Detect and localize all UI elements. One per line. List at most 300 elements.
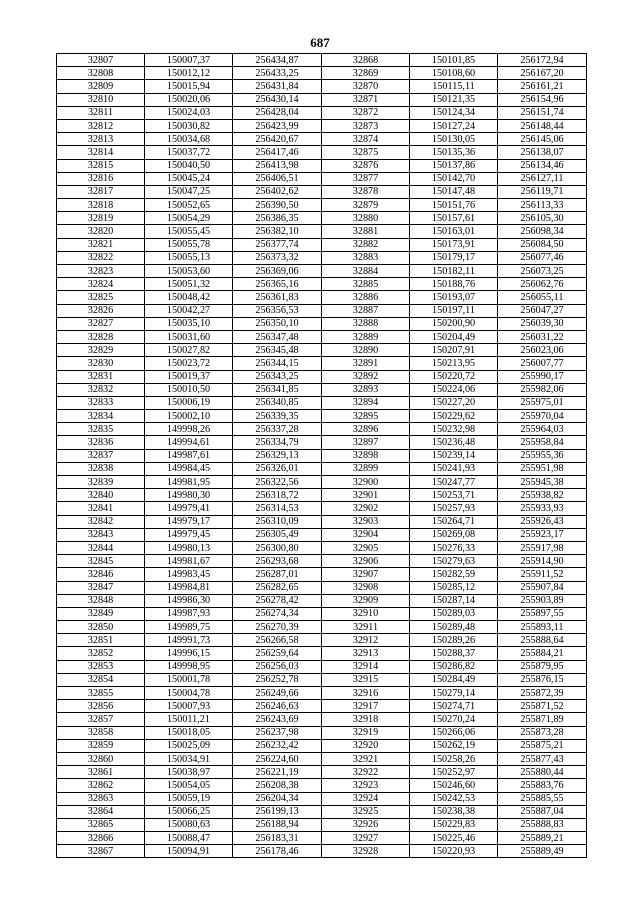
table-row <box>57 752 587 765</box>
x-coordinate-cell: 150182,11 <box>410 265 498 278</box>
x-coordinate-cell: 150034,68 <box>145 133 233 146</box>
point-number-cell: 32847 <box>57 581 145 594</box>
y-coordinate-cell: 255907,84 <box>498 581 587 594</box>
point-number-cell: 32883 <box>322 251 410 264</box>
point-number-cell: 32810 <box>57 93 145 106</box>
table-row <box>57 700 587 713</box>
y-coordinate-cell: 255926,43 <box>498 515 587 528</box>
x-coordinate-cell: 150011,21 <box>145 713 233 726</box>
y-coordinate-cell: 256077,46 <box>498 251 587 264</box>
point-number-cell: 32836 <box>57 436 145 449</box>
y-coordinate-cell: 255889,21 <box>498 832 587 845</box>
x-coordinate-cell: 150130,05 <box>410 133 498 146</box>
y-coordinate-cell: 256434,87 <box>233 54 322 67</box>
y-coordinate-cell: 255884,21 <box>498 647 587 660</box>
y-coordinate-cell: 256361,83 <box>233 291 322 304</box>
table-row <box>57 818 587 831</box>
point-number-cell: 32904 <box>322 528 410 541</box>
y-coordinate-cell: 256305,49 <box>233 528 322 541</box>
x-coordinate-cell: 150286,82 <box>410 660 498 673</box>
y-coordinate-cell: 256031,22 <box>498 330 587 343</box>
x-coordinate-cell: 150229,62 <box>410 410 498 423</box>
table-row <box>57 568 587 581</box>
table-row <box>57 634 587 647</box>
point-number-cell: 32924 <box>322 792 410 805</box>
point-number-cell: 32850 <box>57 621 145 634</box>
y-coordinate-cell: 255951,98 <box>498 462 587 475</box>
x-coordinate-cell: 150220,72 <box>410 370 498 383</box>
x-coordinate-cell: 150207,91 <box>410 344 498 357</box>
point-number-cell: 32882 <box>322 238 410 251</box>
y-coordinate-cell: 256073,25 <box>498 265 587 278</box>
table-row <box>57 278 587 291</box>
y-coordinate-cell: 256161,21 <box>498 80 587 93</box>
x-coordinate-cell: 149980,30 <box>145 489 233 502</box>
table-row <box>57 212 587 225</box>
x-coordinate-cell: 149987,93 <box>145 607 233 620</box>
point-number-cell: 32827 <box>57 317 145 330</box>
y-coordinate-cell: 256167,20 <box>498 67 587 80</box>
point-number-cell: 32925 <box>322 805 410 818</box>
point-number-cell: 32828 <box>57 330 145 343</box>
x-coordinate-cell: 150239,14 <box>410 449 498 462</box>
point-number-cell: 32817 <box>57 185 145 198</box>
y-coordinate-cell: 255887,04 <box>498 805 587 818</box>
y-coordinate-cell: 256382,10 <box>233 225 322 238</box>
y-coordinate-cell: 256274,34 <box>233 607 322 620</box>
x-coordinate-cell: 149979,17 <box>145 515 233 528</box>
y-coordinate-cell: 256318,72 <box>233 489 322 502</box>
y-coordinate-cell: 256406,51 <box>233 172 322 185</box>
y-coordinate-cell: 255975,01 <box>498 396 587 409</box>
y-coordinate-cell: 256145,06 <box>498 133 587 146</box>
x-coordinate-cell: 150023,72 <box>145 357 233 370</box>
y-coordinate-cell: 255964,03 <box>498 423 587 436</box>
y-coordinate-cell: 256151,74 <box>498 106 587 119</box>
x-coordinate-cell: 150151,76 <box>410 199 498 212</box>
x-coordinate-cell: 150289,48 <box>410 621 498 634</box>
y-coordinate-cell: 255955,36 <box>498 449 587 462</box>
point-number-cell: 32834 <box>57 410 145 423</box>
y-coordinate-cell: 256199,13 <box>233 805 322 818</box>
point-number-cell: 32824 <box>57 278 145 291</box>
point-number-cell: 32895 <box>322 410 410 423</box>
x-coordinate-cell: 150188,76 <box>410 278 498 291</box>
point-number-cell: 32837 <box>57 449 145 462</box>
y-coordinate-cell: 256243,69 <box>233 713 322 726</box>
point-number-cell: 32871 <box>322 93 410 106</box>
point-number-cell: 32819 <box>57 212 145 225</box>
x-coordinate-cell: 150007,37 <box>145 54 233 67</box>
table-row <box>57 159 587 172</box>
point-number-cell: 32852 <box>57 647 145 660</box>
y-coordinate-cell: 256369,06 <box>233 265 322 278</box>
point-number-cell: 32841 <box>57 502 145 515</box>
x-coordinate-cell: 150227,20 <box>410 396 498 409</box>
point-number-cell: 32823 <box>57 265 145 278</box>
x-coordinate-cell: 150121,35 <box>410 93 498 106</box>
point-number-cell: 32912 <box>322 634 410 647</box>
point-number-cell: 32857 <box>57 713 145 726</box>
table-row <box>57 779 587 792</box>
x-coordinate-cell: 149998,26 <box>145 423 233 436</box>
x-coordinate-cell: 149981,67 <box>145 555 233 568</box>
table-row <box>57 673 587 686</box>
point-number-cell: 32926 <box>322 818 410 831</box>
y-coordinate-cell: 255876,15 <box>498 673 587 686</box>
x-coordinate-cell: 150279,63 <box>410 555 498 568</box>
point-number-cell: 32860 <box>57 752 145 765</box>
x-coordinate-cell: 150252,97 <box>410 766 498 779</box>
point-number-cell: 32887 <box>322 304 410 317</box>
x-coordinate-cell: 150019,37 <box>145 370 233 383</box>
point-number-cell: 32885 <box>322 278 410 291</box>
y-coordinate-cell: 255872,39 <box>498 687 587 700</box>
y-coordinate-cell: 255970,04 <box>498 410 587 423</box>
point-number-cell: 32865 <box>57 818 145 831</box>
y-coordinate-cell: 255911,52 <box>498 568 587 581</box>
point-number-cell: 32822 <box>57 251 145 264</box>
point-number-cell: 32842 <box>57 515 145 528</box>
point-number-cell: 32830 <box>57 357 145 370</box>
x-coordinate-cell: 150232,98 <box>410 423 498 436</box>
x-coordinate-cell: 150037,72 <box>145 146 233 159</box>
table-row <box>57 528 587 541</box>
x-coordinate-cell: 150269,08 <box>410 528 498 541</box>
y-coordinate-cell: 256282,65 <box>233 581 322 594</box>
y-coordinate-cell: 255938,82 <box>498 489 587 502</box>
y-coordinate-cell: 256310,09 <box>233 515 322 528</box>
point-number-cell: 32891 <box>322 357 410 370</box>
point-number-cell: 32875 <box>322 146 410 159</box>
y-coordinate-cell: 256154,96 <box>498 93 587 106</box>
point-number-cell: 32919 <box>322 726 410 739</box>
y-coordinate-cell: 256344,15 <box>233 357 322 370</box>
x-coordinate-cell: 150101,85 <box>410 54 498 67</box>
y-coordinate-cell: 256148,44 <box>498 119 587 132</box>
x-coordinate-cell: 150047,25 <box>145 185 233 198</box>
y-coordinate-cell: 255897,55 <box>498 607 587 620</box>
y-coordinate-cell: 256259,64 <box>233 647 322 660</box>
y-coordinate-cell: 256300,80 <box>233 541 322 554</box>
x-coordinate-cell: 150048,42 <box>145 291 233 304</box>
point-number-cell: 32846 <box>57 568 145 581</box>
y-coordinate-cell: 255990,17 <box>498 370 587 383</box>
x-coordinate-cell: 150257,93 <box>410 502 498 515</box>
point-number-cell: 32821 <box>57 238 145 251</box>
table-row <box>57 647 587 660</box>
x-coordinate-cell: 150193,07 <box>410 291 498 304</box>
y-coordinate-cell: 256390,50 <box>233 199 322 212</box>
x-coordinate-cell: 150229,83 <box>410 818 498 831</box>
y-coordinate-cell: 256343,25 <box>233 370 322 383</box>
y-coordinate-cell: 256350,10 <box>233 317 322 330</box>
x-coordinate-cell: 150038,97 <box>145 766 233 779</box>
y-coordinate-cell: 256431,84 <box>233 80 322 93</box>
x-coordinate-cell: 150042,27 <box>145 304 233 317</box>
x-coordinate-cell: 150179,17 <box>410 251 498 264</box>
x-coordinate-cell: 150246,60 <box>410 779 498 792</box>
point-number-cell: 32893 <box>322 383 410 396</box>
y-coordinate-cell: 255875,21 <box>498 739 587 752</box>
y-coordinate-cell: 255923,17 <box>498 528 587 541</box>
x-coordinate-cell: 150266,06 <box>410 726 498 739</box>
table-row <box>57 449 587 462</box>
x-coordinate-cell: 150004,78 <box>145 687 233 700</box>
point-number-cell: 32900 <box>322 476 410 489</box>
point-number-cell: 32890 <box>322 344 410 357</box>
x-coordinate-cell: 150034,91 <box>145 752 233 765</box>
x-coordinate-cell: 149994,61 <box>145 436 233 449</box>
x-coordinate-cell: 149998,95 <box>145 660 233 673</box>
y-coordinate-cell: 256373,32 <box>233 251 322 264</box>
point-number-cell: 32898 <box>322 449 410 462</box>
point-number-cell: 32916 <box>322 687 410 700</box>
y-coordinate-cell: 256345,48 <box>233 344 322 357</box>
x-coordinate-cell: 150045,24 <box>145 172 233 185</box>
table-row <box>57 845 587 858</box>
y-coordinate-cell: 255982,06 <box>498 383 587 396</box>
table-row <box>57 304 587 317</box>
table-row <box>57 317 587 330</box>
table-row <box>57 581 587 594</box>
table-row <box>57 225 587 238</box>
x-coordinate-cell: 150031,60 <box>145 330 233 343</box>
point-number-cell: 32825 <box>57 291 145 304</box>
x-coordinate-cell: 150241,93 <box>410 462 498 475</box>
x-coordinate-cell: 150225,46 <box>410 832 498 845</box>
y-coordinate-cell: 256134,46 <box>498 159 587 172</box>
y-coordinate-cell: 256007,77 <box>498 357 587 370</box>
point-number-cell: 32914 <box>322 660 410 673</box>
y-coordinate-cell: 256386,35 <box>233 212 322 225</box>
x-coordinate-cell: 150115,11 <box>410 80 498 93</box>
y-coordinate-cell: 255871,52 <box>498 700 587 713</box>
table-row <box>57 423 587 436</box>
point-number-cell: 32877 <box>322 172 410 185</box>
point-number-cell: 32906 <box>322 555 410 568</box>
point-number-cell: 32843 <box>57 528 145 541</box>
point-number-cell: 32862 <box>57 779 145 792</box>
table-row <box>57 621 587 634</box>
y-coordinate-cell: 256055,11 <box>498 291 587 304</box>
point-number-cell: 32921 <box>322 752 410 765</box>
x-coordinate-cell: 150025,09 <box>145 739 233 752</box>
y-coordinate-cell: 256428,04 <box>233 106 322 119</box>
y-coordinate-cell: 256334,79 <box>233 436 322 449</box>
table-row <box>57 172 587 185</box>
point-number-cell: 32853 <box>57 660 145 673</box>
point-number-cell: 32908 <box>322 581 410 594</box>
table-row <box>57 370 587 383</box>
point-number-cell: 32858 <box>57 726 145 739</box>
table-row <box>57 67 587 80</box>
x-coordinate-cell: 150055,78 <box>145 238 233 251</box>
point-number-cell: 32839 <box>57 476 145 489</box>
x-coordinate-cell: 150027,82 <box>145 344 233 357</box>
y-coordinate-cell: 256340,85 <box>233 396 322 409</box>
x-coordinate-cell: 150137,86 <box>410 159 498 172</box>
y-coordinate-cell: 256402,62 <box>233 185 322 198</box>
y-coordinate-cell: 256430,14 <box>233 93 322 106</box>
point-number-cell: 32818 <box>57 199 145 212</box>
x-coordinate-cell: 150054,05 <box>145 779 233 792</box>
y-coordinate-cell: 256188,94 <box>233 818 322 831</box>
x-coordinate-cell: 149980,13 <box>145 541 233 554</box>
point-number-cell: 32901 <box>322 489 410 502</box>
table-row <box>57 133 587 146</box>
x-coordinate-cell: 150289,26 <box>410 634 498 647</box>
y-coordinate-cell: 256314,53 <box>233 502 322 515</box>
point-number-cell: 32859 <box>57 739 145 752</box>
y-coordinate-cell: 256341,85 <box>233 383 322 396</box>
x-coordinate-cell: 150236,48 <box>410 436 498 449</box>
x-coordinate-cell: 149987,61 <box>145 449 233 462</box>
point-number-cell: 32897 <box>322 436 410 449</box>
y-coordinate-cell: 256221,19 <box>233 766 322 779</box>
point-number-cell: 32902 <box>322 502 410 515</box>
x-coordinate-cell: 150018,05 <box>145 726 233 739</box>
table-row <box>57 146 587 159</box>
x-coordinate-cell: 149996,15 <box>145 647 233 660</box>
table-row <box>57 357 587 370</box>
x-coordinate-cell: 150055,45 <box>145 225 233 238</box>
x-coordinate-cell: 150124,34 <box>410 106 498 119</box>
y-coordinate-cell: 255883,76 <box>498 779 587 792</box>
y-coordinate-cell: 256127,11 <box>498 172 587 185</box>
table-row <box>57 502 587 515</box>
y-coordinate-cell: 256413,98 <box>233 159 322 172</box>
y-coordinate-cell: 255873,28 <box>498 726 587 739</box>
point-number-cell: 32884 <box>322 265 410 278</box>
point-number-cell: 32816 <box>57 172 145 185</box>
y-coordinate-cell: 256178,46 <box>233 845 322 858</box>
point-number-cell: 32832 <box>57 383 145 396</box>
x-coordinate-cell: 150051,32 <box>145 278 233 291</box>
x-coordinate-cell: 150052,65 <box>145 199 233 212</box>
x-coordinate-cell: 150200,90 <box>410 317 498 330</box>
table-row <box>57 185 587 198</box>
table-row <box>57 805 587 818</box>
y-coordinate-cell: 255889,49 <box>498 845 587 858</box>
x-coordinate-cell: 150053,60 <box>145 265 233 278</box>
point-number-cell: 32881 <box>322 225 410 238</box>
point-number-cell: 32909 <box>322 594 410 607</box>
x-coordinate-cell: 150220,93 <box>410 845 498 858</box>
point-number-cell: 32826 <box>57 304 145 317</box>
point-number-cell: 32878 <box>322 185 410 198</box>
x-coordinate-cell: 150010,50 <box>145 383 233 396</box>
table-row <box>57 330 587 343</box>
x-coordinate-cell: 150288,37 <box>410 647 498 660</box>
table-row <box>57 607 587 620</box>
point-number-cell: 32854 <box>57 673 145 686</box>
x-coordinate-cell: 150287,14 <box>410 594 498 607</box>
table-row <box>57 80 587 93</box>
x-coordinate-cell: 150253,71 <box>410 489 498 502</box>
point-number-cell: 32831 <box>57 370 145 383</box>
x-coordinate-cell: 150285,12 <box>410 581 498 594</box>
point-number-cell: 32879 <box>322 199 410 212</box>
point-number-cell: 32873 <box>322 119 410 132</box>
x-coordinate-cell: 150157,61 <box>410 212 498 225</box>
point-number-cell: 32868 <box>322 54 410 67</box>
x-coordinate-cell: 150055,13 <box>145 251 233 264</box>
y-coordinate-cell: 255914,90 <box>498 555 587 568</box>
x-coordinate-cell: 150088,47 <box>145 832 233 845</box>
y-coordinate-cell: 256237,98 <box>233 726 322 739</box>
x-coordinate-cell: 150135,36 <box>410 146 498 159</box>
point-number-cell: 32829 <box>57 344 145 357</box>
table-row <box>57 199 587 212</box>
x-coordinate-cell: 150238,38 <box>410 805 498 818</box>
table-row <box>57 265 587 278</box>
y-coordinate-cell: 256365,16 <box>233 278 322 291</box>
table-row <box>57 489 587 502</box>
table-row <box>57 832 587 845</box>
table-row <box>57 713 587 726</box>
y-coordinate-cell: 255871,89 <box>498 713 587 726</box>
x-coordinate-cell: 149984,45 <box>145 462 233 475</box>
y-coordinate-cell: 256232,42 <box>233 739 322 752</box>
point-number-cell: 32928 <box>322 845 410 858</box>
y-coordinate-cell: 256023,06 <box>498 344 587 357</box>
table-row <box>57 344 587 357</box>
x-coordinate-cell: 150001,78 <box>145 673 233 686</box>
y-coordinate-cell: 256322,56 <box>233 476 322 489</box>
y-coordinate-cell: 256249,66 <box>233 687 322 700</box>
point-number-cell: 32840 <box>57 489 145 502</box>
table-row <box>57 383 587 396</box>
y-coordinate-cell: 256347,48 <box>233 330 322 343</box>
coordinates-table-body <box>57 54 587 858</box>
x-coordinate-cell: 150173,91 <box>410 238 498 251</box>
point-number-cell: 32920 <box>322 739 410 752</box>
x-coordinate-cell: 150142,70 <box>410 172 498 185</box>
y-coordinate-cell: 256420,67 <box>233 133 322 146</box>
point-number-cell: 32913 <box>322 647 410 660</box>
y-coordinate-cell: 256138,07 <box>498 146 587 159</box>
point-number-cell: 32811 <box>57 106 145 119</box>
coordinates-table <box>56 53 587 858</box>
point-number-cell: 32889 <box>322 330 410 343</box>
point-number-cell: 32888 <box>322 317 410 330</box>
x-coordinate-cell: 150127,24 <box>410 119 498 132</box>
x-coordinate-cell: 150080,63 <box>145 818 233 831</box>
y-coordinate-cell: 256278,42 <box>233 594 322 607</box>
point-number-cell: 32844 <box>57 541 145 554</box>
point-number-cell: 32833 <box>57 396 145 409</box>
y-coordinate-cell: 256172,94 <box>498 54 587 67</box>
table-row <box>57 555 587 568</box>
x-coordinate-cell: 150015,94 <box>145 80 233 93</box>
x-coordinate-cell: 150289,03 <box>410 607 498 620</box>
point-number-cell: 32864 <box>57 805 145 818</box>
x-coordinate-cell: 150066,25 <box>145 805 233 818</box>
y-coordinate-cell: 255877,43 <box>498 752 587 765</box>
table-row <box>57 106 587 119</box>
y-coordinate-cell: 255888,83 <box>498 818 587 831</box>
point-number-cell: 32869 <box>322 67 410 80</box>
point-number-cell: 32880 <box>322 212 410 225</box>
table-row <box>57 251 587 264</box>
point-number-cell: 32813 <box>57 133 145 146</box>
table-row <box>57 119 587 132</box>
y-coordinate-cell: 256224,60 <box>233 752 322 765</box>
point-number-cell: 32927 <box>322 832 410 845</box>
point-number-cell: 32886 <box>322 291 410 304</box>
point-number-cell: 32848 <box>57 594 145 607</box>
